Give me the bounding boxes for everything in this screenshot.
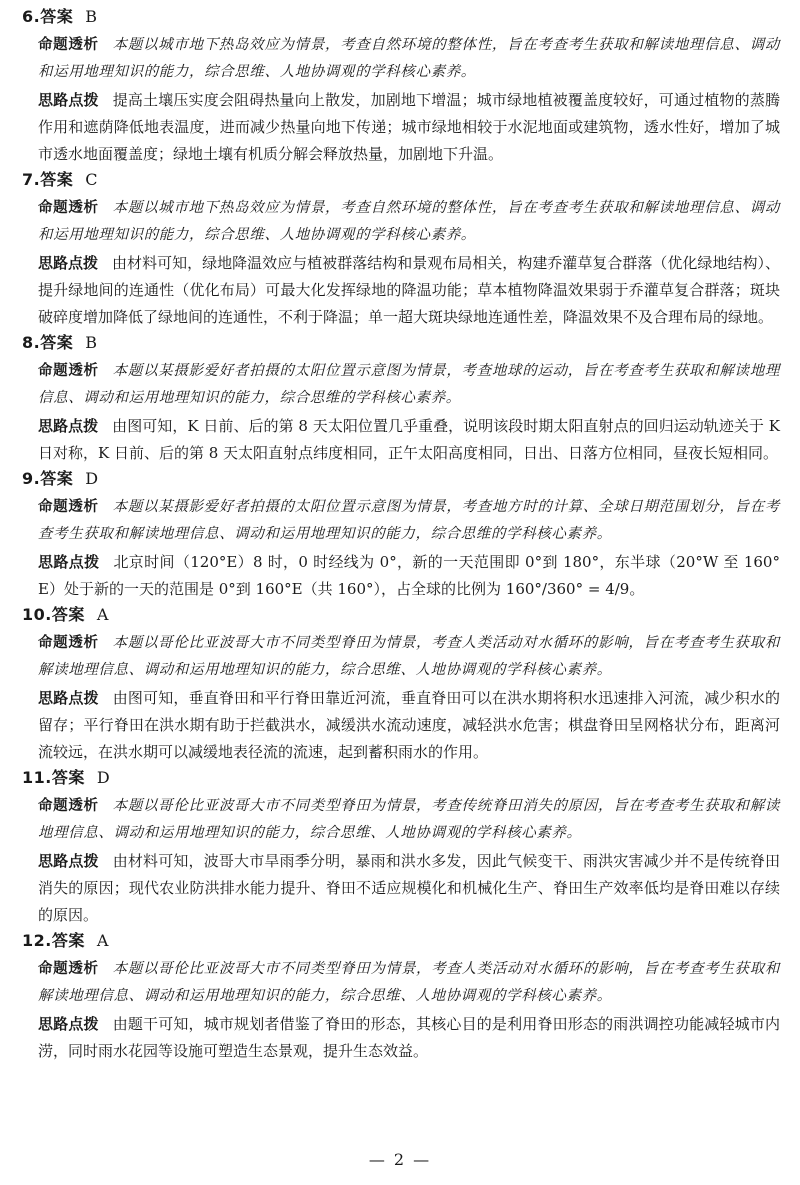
analysis-paragraph xyxy=(22,494,780,548)
answer-value: C xyxy=(85,170,98,189)
answer-line xyxy=(22,332,780,354)
tips-text: 由材料可知，波哥大市旱雨季分明，暴雨和洪水多发，因此气候变干、雨洪灾害减少并不是传统脊田消失的原因；现代农业防洪排水能力提升、脊田不适应规模化和机械化生产、脊田生产效率低均是脊田难以存续的原因。 xyxy=(38,852,780,924)
analysis-label: 命题透析 xyxy=(38,961,99,977)
question-number: 8. xyxy=(22,333,41,352)
tips-text: 由题干可知，城市规划者借鉴了脊田的形态，其核心目的是利用脊田形态的雨洪调控功能减轻城市内涝，同时雨水花园等设施可塑造生态景观，提升生态效益。 xyxy=(38,1015,780,1060)
tips-label: 思路点拨 xyxy=(38,254,99,272)
answer-label: 答案 xyxy=(51,768,85,787)
tips-text: 北京时间（120°E）8 时，0 时经线为 0°，新的一天范围即 0°到 180°，东半球（20°W 至 160°E）处于新的一天的范围是 0°到 160°E（共 160°），占全球的比例为 160°/360° = 4/9。 xyxy=(38,553,780,598)
answer-line xyxy=(22,604,780,626)
answer-value: A xyxy=(96,605,109,624)
question-number: 7. xyxy=(22,170,41,189)
analysis-paragraph xyxy=(22,956,780,1010)
analysis-label: 命题透析 xyxy=(38,635,99,651)
tips-text: 提高土壤压实度会阻碍热量向上散发，加剧地下增温；城市绿地植被覆盖度较好，可通过植物的蒸腾作用和遮荫降低地表温度，进而减少热量向地下传递；城市绿地相较于水泥地面或建筑物，透水性好，增加了城市透水地面覆盖度；绿地土壤有机质分解会释放热量，加剧地下升温。 xyxy=(38,91,780,163)
tips-paragraph xyxy=(22,685,780,766)
analysis-text: 本题以哥伦比亚波哥大市不同类型脊田为情景，考查人类活动对水循环的影响，旨在考查考生获取和解读地理信息、调动和运用地理知识的能力，综合思维、人地协调观的学科核心素养。 xyxy=(38,635,780,678)
tips-label: 思路点拨 xyxy=(38,1015,99,1033)
question-item-8 xyxy=(22,332,780,467)
analysis-text: 本题以哥伦比亚波哥大市不同类型脊田为情景，考查人类活动对水循环的影响，旨在考查考生获取和解读地理信息、调动和运用地理知识的能力，综合思维、人地协调观的学科核心素养。 xyxy=(38,961,780,1004)
answer-line xyxy=(22,468,780,490)
tips-label: 思路点拨 xyxy=(38,689,99,707)
question-item-12 xyxy=(22,930,780,1065)
question-number: 9. xyxy=(22,469,41,488)
answer-value: A xyxy=(96,931,109,950)
question-number: 12. xyxy=(22,931,52,950)
answer-label: 答案 xyxy=(40,7,74,26)
answer-label: 答案 xyxy=(40,469,74,488)
analysis-text: 本题以某摄影爱好者拍摄的太阳位置示意图为情景，考查地方时的计算、全球日期范围划分，旨在考查考生获取和解读地理信息、调动和运用地理知识的能力，综合思维的学科核心素养。 xyxy=(38,499,780,542)
analysis-label: 命题透析 xyxy=(38,798,99,814)
tips-label: 思路点拨 xyxy=(38,91,99,109)
answer-label: 答案 xyxy=(51,931,85,950)
analysis-text: 本题以某摄影爱好者拍摄的太阳位置示意图为情景，考查地球的运动，旨在考查考生获取和解读地理信息、调动和运用地理知识的能力，综合思维的学科核心素养。 xyxy=(38,363,780,406)
answer-label: 答案 xyxy=(40,333,74,352)
tips-paragraph xyxy=(22,87,780,168)
answer-value: B xyxy=(85,7,98,26)
analysis-text: 本题以城市地下热岛效应为情景，考查自然环境的整体性，旨在考查考生获取和解读地理信息、调动和运用地理知识的能力，综合思维、人地协调观的学科核心素养。 xyxy=(38,200,780,243)
analysis-paragraph xyxy=(22,630,780,684)
analysis-label: 命题透析 xyxy=(38,37,99,53)
answer-line xyxy=(22,169,780,191)
answer-value: D xyxy=(85,469,99,488)
answer-line xyxy=(22,930,780,952)
tips-paragraph xyxy=(22,1011,780,1065)
analysis-label: 命题透析 xyxy=(38,363,99,379)
tips-label: 思路点拨 xyxy=(38,852,99,870)
question-item-7 xyxy=(22,169,780,331)
analysis-label: 命题透析 xyxy=(38,200,99,216)
tips-paragraph xyxy=(22,848,780,929)
question-item-10 xyxy=(22,604,780,766)
question-item-9 xyxy=(22,468,780,603)
answer-value: B xyxy=(85,333,98,352)
answer-line xyxy=(22,6,780,28)
analysis-paragraph xyxy=(22,32,780,86)
page-number: — 2 — xyxy=(368,1150,432,1169)
analysis-paragraph xyxy=(22,358,780,412)
tips-label: 思路点拨 xyxy=(38,553,100,571)
answer-line xyxy=(22,767,780,789)
tips-label: 思路点拨 xyxy=(38,417,99,435)
tips-text: 由材料可知，绿地降温效应与植被群落结构和景观布局相关，构建乔灌草复合群落（优化绿地结构）、提升绿地间的连通性（优化布局）可最大化发挥绿地的降温功能；草本植物降温效果弱于乔灌草复合群落；斑块破碎度增加降低了绿地间的连通性，不利于降温；单一超大斑块绿地连通性差，降温效果不及合理布局的绿地。 xyxy=(38,254,780,326)
question-number: 10. xyxy=(22,605,52,624)
question-number: 6. xyxy=(22,7,41,26)
tips-paragraph xyxy=(22,549,780,603)
analysis-paragraph xyxy=(22,793,780,847)
tips-text: 由图可知，K 日前、后的第 8 天太阳位置几乎重叠，说明该段时期太阳直射点的回归运动轨迹关于 K 日对称，K 日前、后的第 8 天太阳直射点纬度相同，正午太阳高度相同，日出、日落方位相同，昼夜长短相同。 xyxy=(38,417,780,462)
tips-text: 由图可知，垂直脊田和平行脊田靠近河流，垂直脊田可以在洪水期将积水迅速排入河流，减少积水的留存；平行脊田在洪水期有助于拦截洪水，减缓洪水流动速度，减轻洪水危害；棋盘脊田呈网格状分布，距离河流较远，在洪水期可以减缓地表径流的流速，起到蓄积雨水的作用。 xyxy=(38,689,780,761)
analysis-text: 本题以哥伦比亚波哥大市不同类型脊田为情景，考查传统脊田消失的原因，旨在考查考生获取和解读地理信息、调动和运用地理知识的能力，综合思维、人地协调观的学科核心素养。 xyxy=(38,798,780,841)
tips-paragraph xyxy=(22,250,780,331)
analysis-text: 本题以城市地下热岛效应为情景，考查自然环境的整体性，旨在考查考生获取和解读地理信息、调动和运用地理知识的能力，综合思维、人地协调观的学科核心素养。 xyxy=(38,37,780,80)
tips-paragraph xyxy=(22,413,780,467)
question-item-11 xyxy=(22,767,780,929)
analysis-label: 命题透析 xyxy=(38,499,99,515)
answer-label: 答案 xyxy=(40,170,74,189)
analysis-paragraph xyxy=(22,195,780,249)
answer-label: 答案 xyxy=(51,605,85,624)
answer-value: D xyxy=(96,768,111,787)
question-number: 11. xyxy=(22,768,52,787)
question-item-6 xyxy=(22,6,780,168)
